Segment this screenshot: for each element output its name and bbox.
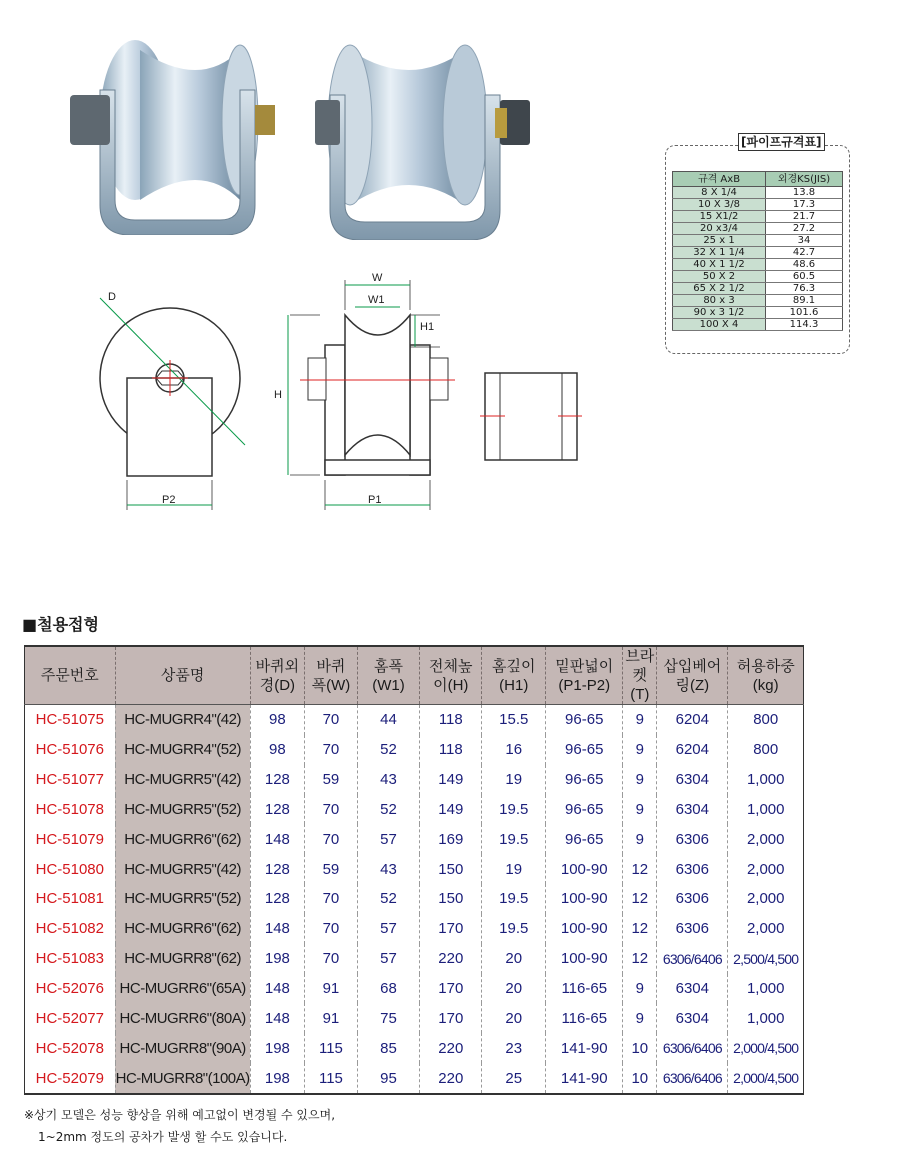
table-row [25, 944, 804, 974]
order-number-cell: HC-52079 [25, 1063, 116, 1094]
wheel-width-cell: 70 [305, 705, 358, 735]
wheel-width-cell: 59 [305, 765, 358, 795]
load-cell: 2,000/4,500 [733, 1070, 799, 1087]
pipe-od-cell: 76.3 [766, 283, 843, 295]
base-width-cell: 96-65 [546, 735, 623, 765]
wheel-width-cell: 91 [305, 1003, 358, 1033]
pipe-spec-row [673, 271, 843, 283]
wheel-width-cell: 70 [305, 884, 358, 914]
groove-depth-cell: 20 [482, 1003, 546, 1033]
total-height-cell: 150 [420, 884, 482, 914]
wheel-width-cell: 70 [305, 735, 358, 765]
groove-width-cell: 57 [357, 914, 419, 944]
dim-label-p1: P1 [368, 494, 382, 506]
order-number-cell: HC-51082 [25, 914, 116, 944]
pipe-spec-table [672, 171, 843, 331]
total-height-cell: 149 [420, 765, 482, 795]
load-cell: 1,000 [746, 980, 785, 998]
bracket-cell: 9 [623, 824, 657, 854]
product-name-cell: HC-MUGRR5"(52) [115, 795, 250, 825]
groove-width-cell: 52 [357, 795, 419, 825]
total-height-cell: 220 [420, 944, 482, 974]
dim-label-d: D [108, 291, 116, 303]
wheel-diameter-cell: 128 [250, 795, 304, 825]
wheel-width-cell: 91 [305, 974, 358, 1004]
dim-label-p2: P2 [162, 494, 176, 506]
table-row [25, 1033, 804, 1063]
bearing-cell: 6306/6406 [657, 1033, 728, 1063]
total-height-cell: 169 [420, 824, 482, 854]
pipe-spec-row [673, 223, 843, 235]
total-height-cell: 220 [420, 1033, 482, 1063]
load-cell: 2,000/4,500 [733, 1040, 799, 1057]
pipe-size-cell: 8 X 1/4 [673, 187, 766, 199]
wheel-diameter-cell: 128 [250, 854, 304, 884]
front-view-drawing [274, 272, 455, 510]
bracket-cell: 12 [623, 884, 657, 914]
order-number-cell: HC-52077 [25, 1003, 116, 1033]
wheel-width-cell: 115 [305, 1063, 358, 1094]
note-line-2: 1~2mm 정도의 공차가 발생 할 수도 있습니다. [38, 1130, 288, 1144]
column-header: 바퀴외 경(D) [250, 646, 304, 705]
order-number-cell: HC-51078 [25, 795, 116, 825]
total-height-cell: 118 [420, 705, 482, 735]
pipe-od-cell: 13.8 [766, 187, 843, 199]
wheel-diameter-cell: 198 [250, 1063, 304, 1094]
bearing-cell: 6304 [657, 974, 728, 1004]
table-row [25, 795, 804, 825]
wheel-width-cell: 70 [305, 795, 358, 825]
total-height-cell: 149 [420, 795, 482, 825]
pipe-spec-row [673, 283, 843, 295]
wheel-diameter-cell: 148 [250, 1003, 304, 1033]
pipe-size-cell: 25 x 1 [673, 235, 766, 247]
total-height-cell: 170 [420, 914, 482, 944]
column-header: 전체높 이(H) [420, 646, 482, 705]
total-height-cell: 150 [420, 854, 482, 884]
groove-width-cell: 57 [357, 824, 419, 854]
bearing-cell: 6306/6406 [657, 1063, 728, 1094]
pipe-od-cell: 17.3 [766, 199, 843, 211]
table-row [25, 1003, 804, 1033]
base-width-cell: 100-90 [546, 884, 623, 914]
groove-width-cell: 57 [357, 944, 419, 974]
pipe-spec-row [673, 307, 843, 319]
wheel-width-cell: 70 [305, 824, 358, 854]
groove-depth-cell: 16 [482, 735, 546, 765]
groove-depth-cell: 19.5 [482, 884, 546, 914]
groove-width-cell: 52 [357, 884, 419, 914]
order-number-cell: HC-52078 [25, 1033, 116, 1063]
load-cell: 1,000 [746, 800, 785, 818]
order-number-cell: HC-51080 [25, 854, 116, 884]
base-width-cell: 96-65 [546, 765, 623, 795]
order-number-cell: HC-51083 [25, 944, 116, 974]
column-header: 상품명 [115, 646, 250, 705]
pipe-od-cell: 114.3 [766, 319, 843, 331]
total-height-cell: 220 [420, 1063, 482, 1094]
bracket-cell: 12 [623, 854, 657, 884]
order-number-cell: HC-52076 [25, 974, 116, 1004]
bearing-cell: 6204 [657, 705, 728, 735]
groove-depth-cell: 25 [482, 1063, 546, 1094]
groove-width-cell: 52 [357, 735, 419, 765]
table-row [25, 914, 804, 944]
column-header: 허용하중 (kg) [728, 646, 804, 705]
pipe-spec-header: 규격 AxB [673, 172, 766, 187]
note-line-1: ※상기 모델은 성능 향상을 위해 예고없이 변경될 수 있으며, [24, 1108, 336, 1122]
product-photo-front [60, 30, 280, 235]
table-row [25, 974, 804, 1004]
column-header: 바퀴 폭(W) [305, 646, 358, 705]
pipe-od-cell: 27.2 [766, 223, 843, 235]
dim-label-h1: H1 [420, 321, 435, 333]
bearing-cell: 6304 [657, 765, 728, 795]
base-width-cell: 96-65 [546, 705, 623, 735]
bracket-cell: 9 [623, 974, 657, 1004]
table-row [25, 705, 804, 735]
product-name-cell: HC-MUGRR8"(100A) [115, 1063, 250, 1094]
technical-drawing [80, 270, 600, 520]
groove-depth-cell: 19.5 [482, 824, 546, 854]
wheel-diameter-cell: 198 [250, 944, 304, 974]
pipe-od-cell: 101.6 [766, 307, 843, 319]
product-photo-side [305, 30, 540, 240]
base-width-cell: 100-90 [546, 944, 623, 974]
product-name-cell: HC-MUGRR5"(42) [115, 765, 250, 795]
pipe-size-cell: 20 x3/4 [673, 223, 766, 235]
wheel-width-cell: 59 [305, 854, 358, 884]
wheel-diameter-cell: 128 [250, 765, 304, 795]
load-cell: 2,000 [746, 890, 785, 908]
product-name-cell: HC-MUGRR4"(42) [115, 705, 250, 735]
wheel-width-cell: 70 [305, 944, 358, 974]
product-name-cell: HC-MUGRR6"(62) [115, 914, 250, 944]
table-row [25, 735, 804, 765]
base-width-cell: 116-65 [546, 974, 623, 1004]
wheel-width-cell: 70 [305, 914, 358, 944]
pipe-spec-row [673, 319, 843, 331]
groove-width-cell: 85 [357, 1033, 419, 1063]
groove-width-cell: 95 [357, 1063, 419, 1094]
bracket-cell: 9 [623, 765, 657, 795]
bracket-cell: 12 [623, 944, 657, 974]
base-width-cell: 100-90 [546, 914, 623, 944]
pipe-size-cell: 100 X 4 [673, 319, 766, 331]
side-view-drawing [100, 291, 245, 510]
pipe-spec-row [673, 211, 843, 223]
wheel-diameter-cell: 98 [250, 705, 304, 735]
groove-width-cell: 75 [357, 1003, 419, 1033]
pipe-size-cell: 65 X 2 1/2 [673, 283, 766, 295]
wheel-diameter-cell: 148 [250, 914, 304, 944]
groove-width-cell: 44 [357, 705, 419, 735]
pipe-spec-row [673, 235, 843, 247]
pipe-od-cell: 48.6 [766, 259, 843, 271]
product-spec-table [24, 645, 804, 1095]
total-height-cell: 170 [420, 974, 482, 1004]
product-name-cell: HC-MUGRR8"(62) [115, 944, 250, 974]
table-row [25, 1063, 804, 1094]
column-header: 주문번호 [25, 646, 116, 705]
order-number-cell: HC-51081 [25, 884, 116, 914]
total-height-cell: 170 [420, 1003, 482, 1033]
pipe-od-cell: 21.7 [766, 211, 843, 223]
order-number-cell: HC-51075 [25, 705, 116, 735]
groove-width-cell: 43 [357, 765, 419, 795]
table-row [25, 854, 804, 884]
groove-depth-cell: 19 [482, 854, 546, 884]
bearing-cell: 6304 [657, 1003, 728, 1033]
pipe-od-cell: 34 [766, 235, 843, 247]
pipe-size-cell: 80 x 3 [673, 295, 766, 307]
product-name-cell: HC-MUGRR8"(90A) [115, 1033, 250, 1063]
bearing-cell: 6306 [657, 914, 728, 944]
table-row [25, 765, 804, 795]
top-view-drawing [480, 373, 582, 460]
bearing-cell: 6304 [657, 795, 728, 825]
pipe-spec-title: [파이프규격표] [738, 133, 825, 151]
dim-label-w: W [372, 272, 383, 284]
groove-depth-cell: 20 [482, 974, 546, 1004]
groove-depth-cell: 19.5 [482, 795, 546, 825]
pipe-od-cell: 89.1 [766, 295, 843, 307]
product-name-cell: HC-MUGRR6"(62) [115, 824, 250, 854]
base-width-cell: 116-65 [546, 1003, 623, 1033]
bearing-cell: 6204 [657, 735, 728, 765]
wheel-diameter-cell: 98 [250, 735, 304, 765]
order-number-cell: HC-51076 [25, 735, 116, 765]
section-title: ■철용접형 [22, 615, 99, 634]
wheel-diameter-cell: 128 [250, 884, 304, 914]
pipe-spec-row [673, 187, 843, 199]
pipe-size-cell: 10 X 3/8 [673, 199, 766, 211]
dim-label-w1: W1 [368, 294, 385, 306]
product-name-cell: HC-MUGRR6"(65A) [115, 974, 250, 1004]
bearing-cell: 6306 [657, 884, 728, 914]
column-header: 삽입베어 링(Z) [657, 646, 728, 705]
table-row [25, 884, 804, 914]
load-cell: 2,000 [746, 920, 785, 938]
column-header: 홈깊이 (H1) [482, 646, 546, 705]
product-name-cell: HC-MUGRR6"(80A) [115, 1003, 250, 1033]
column-header: 브라 켓(T) [623, 646, 657, 705]
column-header: 홈폭 (W1) [357, 646, 419, 705]
pipe-spec-row [673, 295, 843, 307]
pipe-spec-header: 외경KS(JIS) [766, 172, 843, 187]
load-cell: 2,500/4,500 [733, 950, 799, 967]
wheel-diameter-cell: 198 [250, 1033, 304, 1063]
pipe-spec-row [673, 259, 843, 271]
pipe-size-cell: 50 X 2 [673, 271, 766, 283]
wheel-width-cell: 115 [305, 1033, 358, 1063]
pipe-size-cell: 15 X1/2 [673, 211, 766, 223]
bearing-cell: 6306/6406 [657, 944, 728, 974]
pipe-od-cell: 60.5 [766, 271, 843, 283]
groove-depth-cell: 19 [482, 765, 546, 795]
pipe-size-cell: 40 X 1 1/2 [673, 259, 766, 271]
bracket-cell: 10 [623, 1033, 657, 1063]
base-width-cell: 141-90 [546, 1063, 623, 1094]
groove-depth-cell: 19.5 [482, 914, 546, 944]
bracket-cell: 12 [623, 914, 657, 944]
pipe-size-cell: 90 x 3 1/2 [673, 307, 766, 319]
base-width-cell: 100-90 [546, 854, 623, 884]
base-width-cell: 96-65 [546, 824, 623, 854]
dim-label-h: H [274, 389, 282, 401]
pipe-od-cell: 42.7 [766, 247, 843, 259]
pipe-spec-row [673, 199, 843, 211]
load-cell: 800 [753, 741, 779, 759]
bearing-cell: 6306 [657, 854, 728, 884]
groove-depth-cell: 23 [482, 1033, 546, 1063]
bearing-cell: 6306 [657, 824, 728, 854]
bracket-cell: 10 [623, 1063, 657, 1094]
bracket-cell: 9 [623, 1003, 657, 1033]
load-cell: 800 [753, 711, 779, 729]
load-cell: 2,000 [746, 860, 785, 878]
table-row [25, 824, 804, 854]
bracket-cell: 9 [623, 735, 657, 765]
wheel-diameter-cell: 148 [250, 824, 304, 854]
product-name-cell: HC-MUGRR4"(52) [115, 735, 250, 765]
groove-width-cell: 43 [357, 854, 419, 884]
total-height-cell: 118 [420, 735, 482, 765]
product-name-cell: HC-MUGRR5"(52) [115, 884, 250, 914]
pipe-size-cell: 32 X 1 1/4 [673, 247, 766, 259]
order-number-cell: HC-51079 [25, 824, 116, 854]
pipe-spec-row [673, 247, 843, 259]
groove-width-cell: 68 [357, 974, 419, 1004]
load-cell: 1,000 [746, 771, 785, 789]
base-width-cell: 141-90 [546, 1033, 623, 1063]
base-width-cell: 96-65 [546, 795, 623, 825]
product-name-cell: HC-MUGRR5"(42) [115, 854, 250, 884]
load-cell: 2,000 [746, 830, 785, 848]
groove-depth-cell: 15.5 [482, 705, 546, 735]
order-number-cell: HC-51077 [25, 765, 116, 795]
bracket-cell: 9 [623, 705, 657, 735]
bracket-cell: 9 [623, 795, 657, 825]
load-cell: 1,000 [746, 1009, 785, 1027]
column-header: 밑판넓이 (P1-P2) [546, 646, 623, 705]
groove-depth-cell: 20 [482, 944, 546, 974]
wheel-diameter-cell: 148 [250, 974, 304, 1004]
